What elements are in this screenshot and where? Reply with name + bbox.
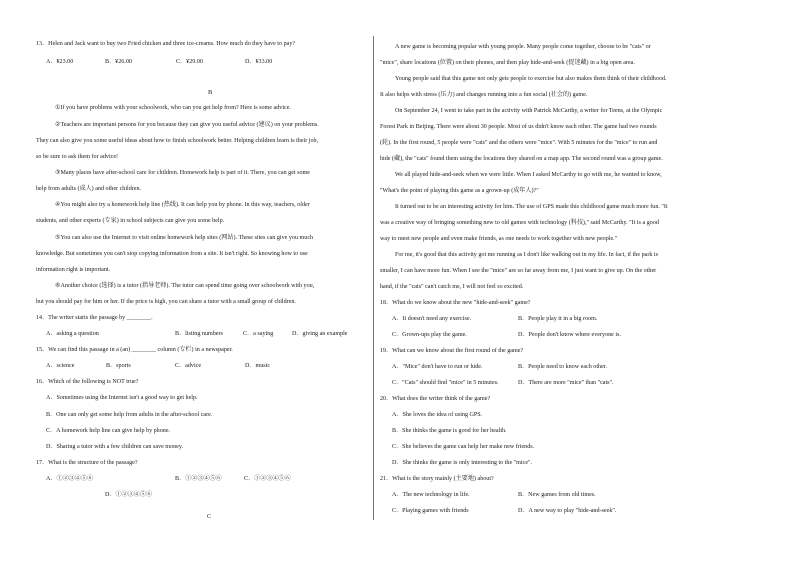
passage-c-line-3: Young people said that this game not only gets people to exercise but also makes them think of their childhood. — [395, 76, 667, 82]
passage-b-line-8: students, and other experts (专家) in school subjects can give you some help. — [36, 218, 225, 224]
passage-b-line-3: They can also give you some useful ideas about how to finish schoolwork better. Helping children learn is their job, — [36, 138, 319, 144]
q21-option-b[interactable]: B．New games from old times. — [518, 492, 596, 498]
passage-c-line-5: On September 24, I went to take part in the activity with Patrick McCarthy, a writer for Teens, at the Olympic — [395, 108, 663, 114]
q19-option-d[interactable]: D．There are more "mice" than "cats". — [518, 380, 614, 386]
q14-option-a[interactable]: A．asking a question — [46, 331, 99, 337]
q21-option-a[interactable]: A．The new technology in life. — [392, 492, 470, 498]
q17-option-a[interactable]: A．①②③④⑤⑥ — [46, 476, 94, 482]
passage-c-line-2: "mice", share locations (位置) on their phones, and then play hide-and-seek (捉迷藏) in a big open area. — [380, 60, 635, 66]
q21-option-d[interactable]: D．A new way to play "hide-and-seek". — [518, 508, 617, 514]
section-b-heading: B — [208, 89, 213, 96]
q18-option-a[interactable]: A．It doesn't need any exercise. — [392, 316, 472, 322]
passage-c-line-10: "What's the point of playing this game as a grown-up (成年人)?" — [380, 188, 539, 194]
q17-stem: 17．What is the structure of the passage? — [36, 460, 138, 466]
q15-option-d[interactable]: D．music — [245, 363, 271, 369]
q20-option-a[interactable]: A．She loves the idea of using GPS. — [392, 412, 483, 418]
q16-option-b[interactable]: B．One can only get some help from adults in the after-school care. — [46, 412, 213, 418]
passage-b-line-6: help from adults (成人) and other children. — [36, 186, 142, 192]
passage-c-line-4: It also helps with stress (压力) and changes running into a fun social (社会的) game. — [380, 92, 588, 98]
passage-c-line-16: hand, if the "cats" can't catch me, I will not feel so excited. — [380, 284, 524, 290]
passage-b-line-7: ④You might also try a homework help line (热线). It can help you by phone. In this way, teachers, older — [55, 202, 310, 208]
q16-stem: 16．Which of the following is NOT true? — [36, 379, 139, 385]
passage-b-line-2: ②Teachers are important persons for you because they can give you useful advice (建议) on your problems. — [55, 122, 319, 128]
q18-option-d[interactable]: D．People don't know where everyone is. — [518, 332, 621, 338]
q18-option-c[interactable]: C．Grown-ups play the game. — [392, 332, 467, 338]
q15-option-c[interactable]: C．advice — [175, 363, 202, 369]
passage-c-line-9: We all played hide-and-seek when we were little. When I asked McCarthy to go with me, he wanted to know, — [395, 172, 662, 178]
q14-option-b[interactable]: B．listing numbers — [175, 331, 223, 337]
q15-option-a[interactable]: A．science — [46, 363, 75, 369]
section-c-heading: C — [207, 513, 212, 520]
passage-c-line-8: hide (藏), the "cats" found them using the locations they shared on a map app. The second round was a group game. — [380, 156, 663, 162]
passage-b-line-11: information right is important. — [36, 267, 111, 273]
q13-option-d[interactable]: D．¥33.00 — [245, 59, 273, 65]
passage-b-line-13: but you should pay for him or her. If the price is high, you can share a tutor with a small group of children. — [36, 299, 296, 305]
passage-c-line-14: For me, it's good that this activity got me running as I don't like walking out in my life. In fact, if the park is — [395, 252, 658, 258]
q21-option-c[interactable]: C．Playing games with friends — [392, 508, 469, 514]
q13-option-b[interactable]: B．¥26.00 — [105, 59, 132, 65]
passage-b-line-5: ③Many places have after-school care for children. Homework help is part of it. There, you can get some — [55, 170, 310, 176]
passage-c-line-6: Forest Park in Beijing. There were about 30 people. Most of us didn't know each other. The game had two rounds — [380, 124, 657, 130]
q14-option-c[interactable]: C．a saying — [243, 331, 274, 337]
q16-option-c[interactable]: C．A homework help line can give help by phone. — [46, 428, 171, 434]
q16-option-d[interactable]: D．Sharing a tutor with a few children can save money. — [46, 444, 184, 450]
column-divider — [373, 36, 374, 520]
q17-option-c[interactable]: C．①②③④⑤⑥ — [244, 476, 291, 482]
q13-option-c[interactable]: C．¥29.00 — [176, 59, 203, 65]
q13-stem: 13．Helen and Jack want to buy two Fried chicken and three ice-creams. How much do they have to pay? — [36, 41, 296, 47]
q20-option-b[interactable]: B．She thinks the game is good for her health. — [392, 428, 507, 434]
q17-option-d[interactable]: D．①②③④⑤⑥ — [105, 492, 153, 498]
q20-stem: 20．What does the writer think of the game? — [380, 396, 491, 402]
q19-option-a[interactable]: A．"Mice" don't have to run or hide. — [392, 364, 483, 370]
q18-stem: 18．What do we know about the new "hide-and-seek" game? — [380, 300, 531, 306]
passage-c-line-11: It turned out to be an interesting activity for him. The use of GPS made this childhood game much more fun. "It — [395, 204, 668, 210]
q21-stem: 21．What is the story mainly (主要地) about? — [380, 476, 494, 482]
passage-c-line-7: (轮). In the first round, 5 people were "cats" and the others were "mice". With 5 minutes for the "mice" to run and — [380, 140, 658, 146]
passage-c-line-1: A new game is becoming popular with young people. Many people come together, choose to be "cats" or — [395, 44, 651, 50]
q13-option-a[interactable]: A．¥23.00 — [46, 59, 74, 65]
passage-b-line-10: knowledge. But sometimes you can't stop copying information from a site. It isn't right. So knowing how to use — [36, 251, 308, 257]
q14-option-d[interactable]: D．giving an example — [292, 331, 348, 337]
q17-option-b[interactable]: B．①②③④⑤⑥ — [175, 476, 222, 482]
q20-option-c[interactable]: C．She believes the game can help her make new friends. — [392, 444, 535, 450]
passage-b-line-12: ⑥Another choice (选择) is a tutor (指导老师). The tutor can spend time going over schoolwork with you, — [55, 283, 315, 289]
passage-b-line-4: so be sure to ask them for advice! — [36, 154, 119, 160]
q19-option-b[interactable]: B．People need to know each other. — [518, 364, 608, 370]
q15-stem: 15．We can find this passage in a (an) ________ column (专栏) in a newspaper. — [36, 347, 233, 353]
q14-stem: 14．The writer starts the passage by ________. — [36, 315, 153, 321]
q19-stem: 19．What can we know about the first round of the game? — [380, 348, 524, 354]
passage-b-line-9: ⑤You can also use the Internet to visit online homework help sites (网站). These sites can give you much — [55, 235, 314, 241]
q19-option-c[interactable]: C．"Cats" should find "mice" in 5 minutes. — [392, 380, 499, 386]
q18-option-b[interactable]: B．People play it in a big room. — [518, 316, 598, 322]
q16-option-a[interactable]: A．Sometimes using the Internet isn't a good way to get help. — [46, 395, 198, 401]
passage-b-line-1: ①If you have problems with your schoolwork, who can you get help from? Here is some advice. — [55, 105, 291, 111]
passage-c-line-15: smaller, I can have more fun. When I see the "mice" are so far away from me, I just want to give up. On the other — [380, 268, 657, 274]
q15-option-b[interactable]: B．sports — [106, 363, 131, 369]
passage-c-line-13: way to meet new people and even make friends, as one needs to work together with new people." — [380, 236, 618, 242]
q20-option-d[interactable]: D．She thinks the game is only interesting to the "mice". — [392, 460, 533, 466]
passage-c-line-12: was a creative way of bringing something new to old games with technology (科技)," said McCarthy. "It is a good — [380, 220, 659, 226]
